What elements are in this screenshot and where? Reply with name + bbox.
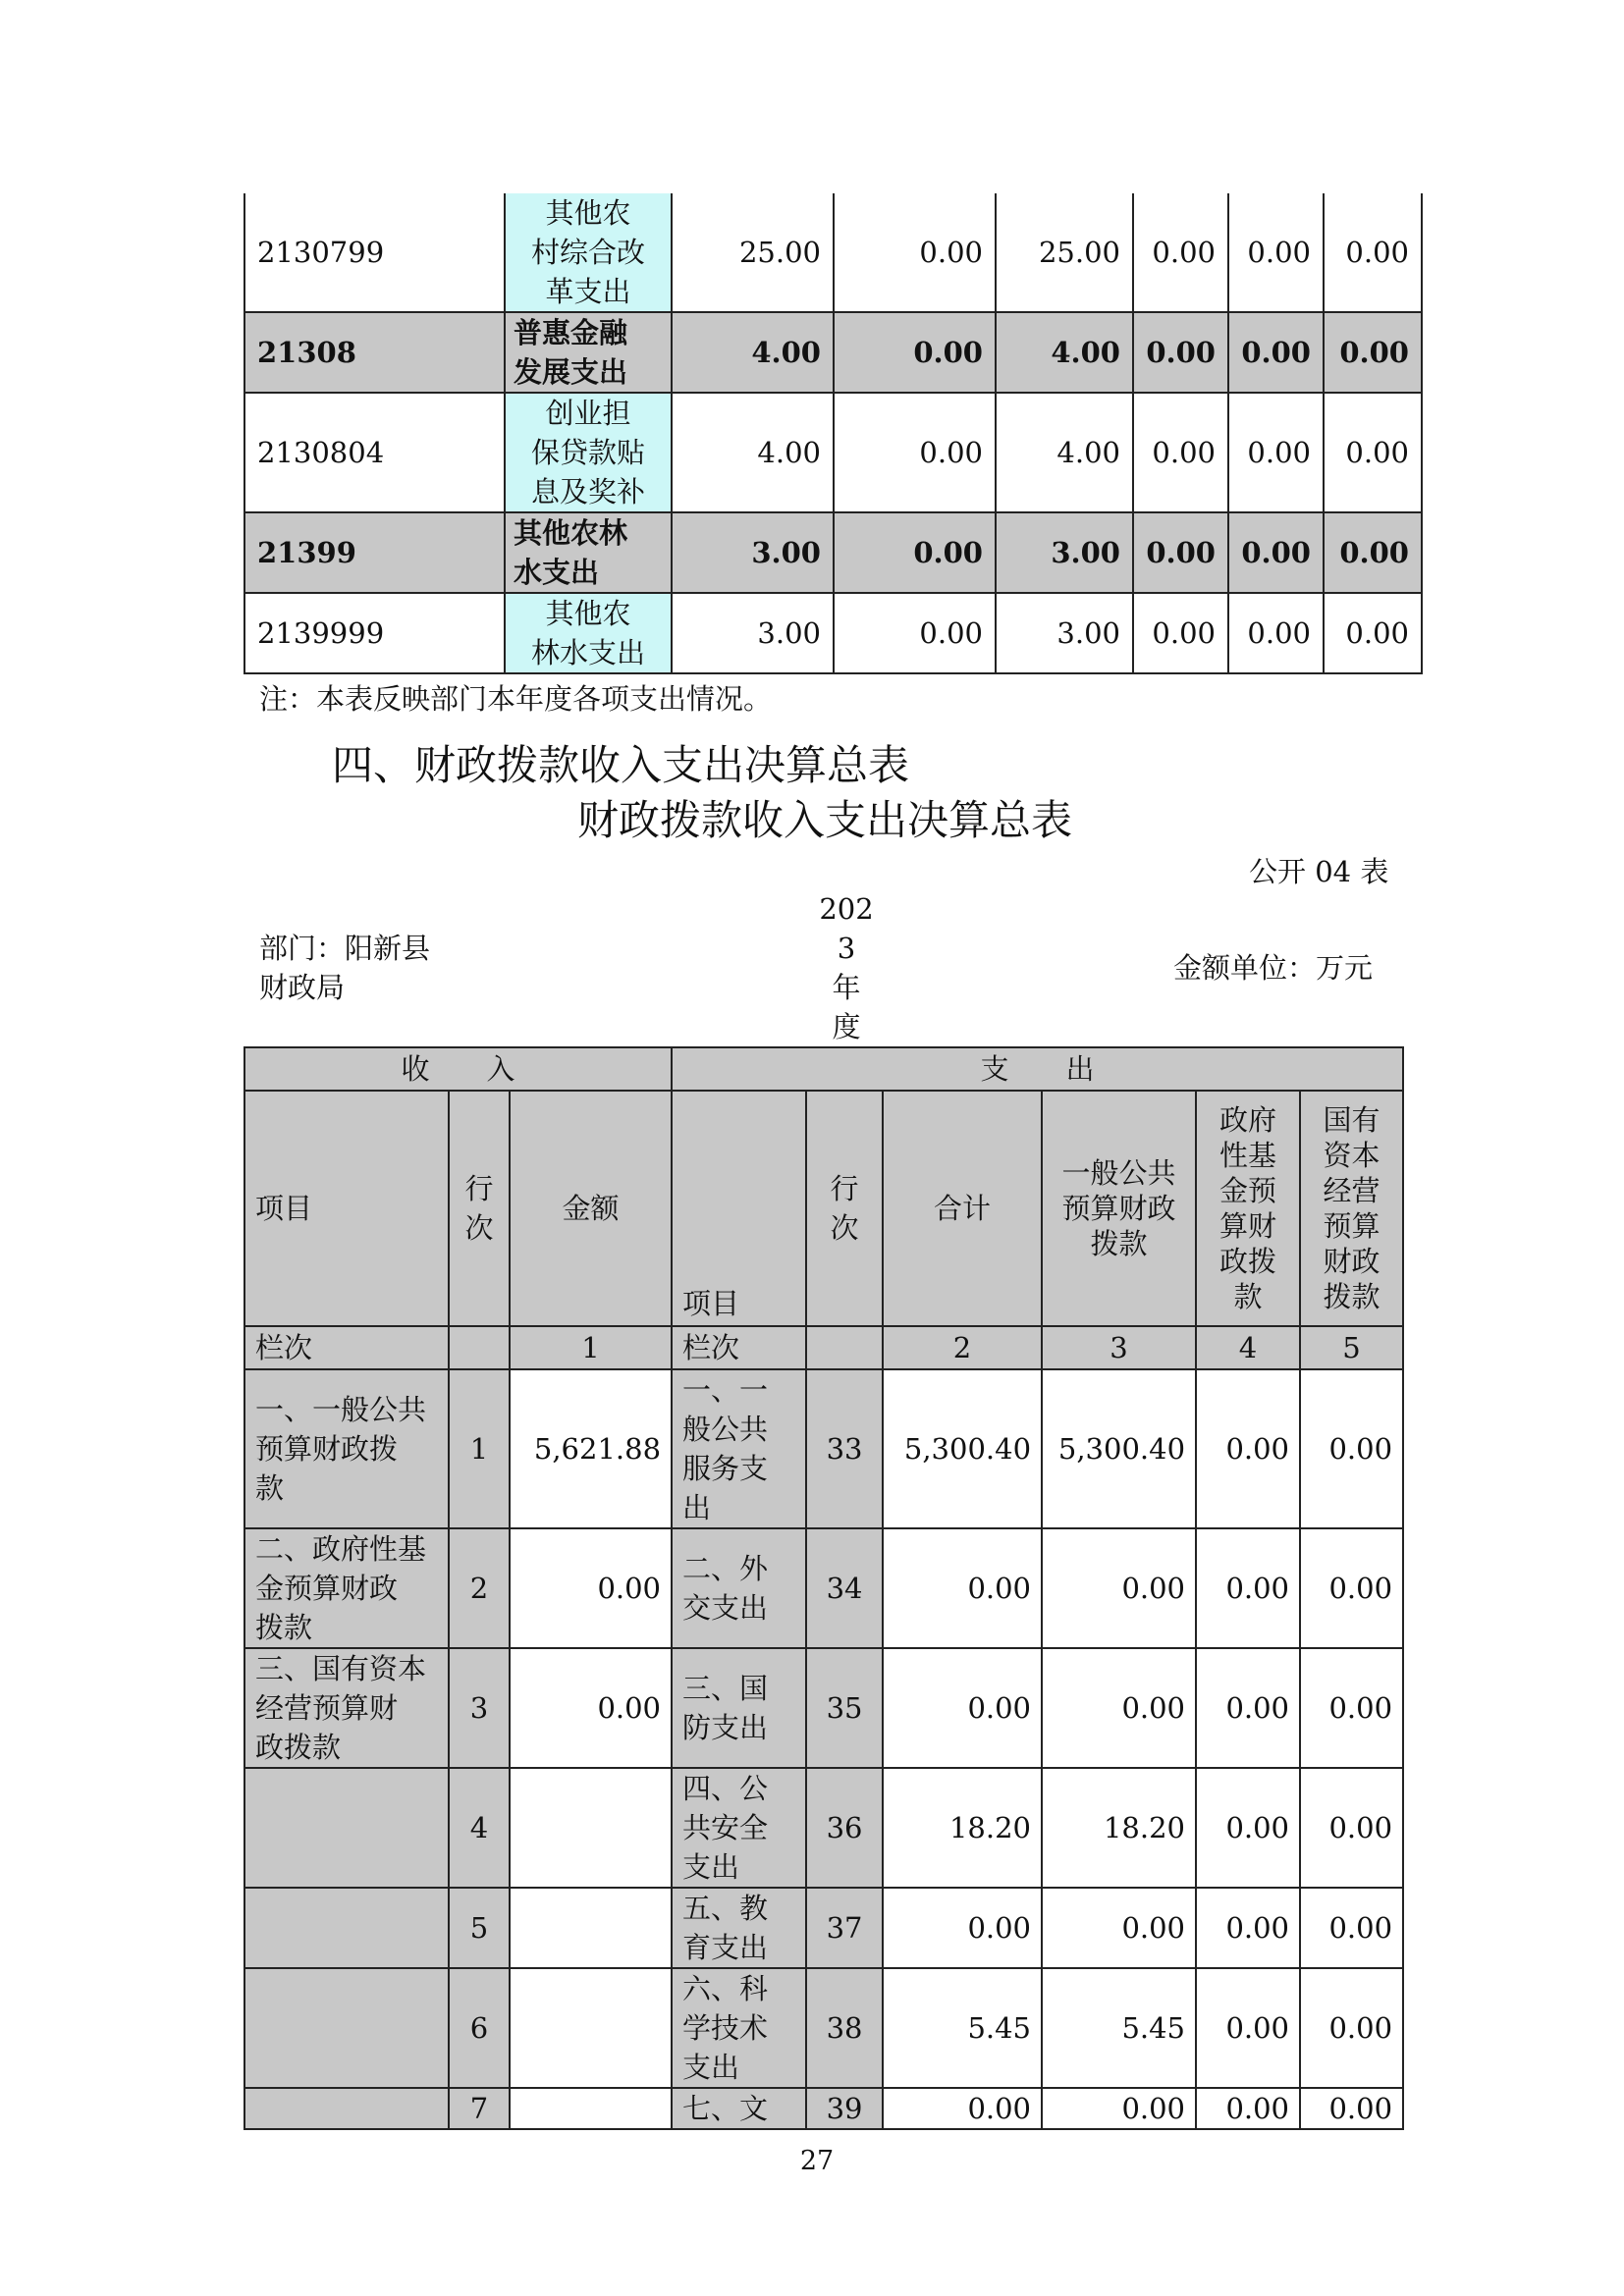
text-line: 一、一 — [682, 1373, 769, 1407]
income-amount — [510, 1968, 672, 2088]
row-c5: 0.00 — [1228, 193, 1324, 312]
table-row — [244, 1528, 1403, 1648]
text-line: 拨款 — [1090, 1227, 1148, 1260]
income-amount — [510, 1768, 672, 1888]
unit-label: 金额单位：万元 — [1173, 951, 1374, 985]
text-line: 一、一般公共 — [255, 1393, 427, 1426]
col-state — [1300, 1091, 1403, 1326]
table-title: 财政拨款收入支出决算总表 — [577, 796, 1073, 844]
text-line: 四、公 — [682, 1772, 769, 1805]
text-line: 政拨 — [1219, 1245, 1277, 1278]
row-name — [505, 512, 672, 593]
table-row — [244, 593, 1422, 673]
expense-item — [672, 1968, 806, 2088]
row-c2: 0.00 — [834, 593, 996, 673]
text-line: 三、国有资本 — [255, 1652, 427, 1685]
expense-state: 0.00 — [1300, 1888, 1403, 1968]
col-item: 项目 — [244, 1091, 449, 1326]
text-line: 政府 — [1219, 1103, 1277, 1137]
income-item — [244, 1528, 449, 1648]
expense-general: 0.00 — [1042, 1528, 1196, 1648]
expense-gov-fund: 0.00 — [1196, 1369, 1300, 1528]
expense-general: 5.45 — [1042, 1968, 1196, 2088]
text-line: 经营预算财 — [255, 1691, 399, 1725]
text-line: 学技术 — [682, 2011, 769, 2045]
income-item — [244, 1768, 449, 1888]
text-line: 财政 — [1323, 1245, 1380, 1278]
row-c6: 0.00 — [1324, 312, 1422, 393]
col-exp-row-text: 行次 — [830, 1172, 859, 1245]
expense-state: 0.00 — [1300, 1768, 1403, 1888]
row-c2: 0.00 — [834, 512, 996, 593]
expense-total: 5.45 — [883, 1968, 1042, 2088]
income-amount: 5,621.88 — [510, 1369, 672, 1528]
col-gov-fund — [1196, 1091, 1300, 1326]
row-c3: 3.00 — [996, 593, 1133, 673]
expense-row-no: 38 — [806, 1968, 883, 2088]
expense-total: 0.00 — [883, 2088, 1042, 2129]
expense-row-no: 35 — [806, 1648, 883, 1768]
row-c1: 3.00 — [672, 512, 834, 593]
text-line: 预算 — [1323, 1209, 1380, 1243]
row-c1: 3.00 — [672, 593, 834, 673]
row-code: 2130804 — [244, 393, 505, 512]
expense-general: 0.00 — [1042, 1648, 1196, 1768]
text-line: 3 — [837, 932, 856, 965]
fiscal-appropriation-table — [244, 1046, 1404, 2130]
expense-item — [672, 1648, 806, 1768]
row-c4: 0.00 — [1133, 512, 1228, 593]
row-c4: 0.00 — [1133, 393, 1228, 512]
text-line: 防支出 — [682, 1711, 769, 1744]
expense-total: 0.00 — [883, 1648, 1042, 1768]
income-amount — [510, 2088, 672, 2129]
row-c5: 0.00 — [1228, 593, 1324, 673]
income-row-no: 3 — [449, 1648, 510, 1768]
seq-3: 3 — [1042, 1326, 1196, 1369]
row-c2: 0.00 — [834, 393, 996, 512]
header-row-sections — [244, 1047, 1403, 1091]
expense-general: 0.00 — [1042, 2088, 1196, 2129]
text-line: 资本 — [1323, 1139, 1380, 1172]
text-line: 政拨款 — [255, 1731, 342, 1764]
row-code: 21308 — [244, 312, 505, 393]
col-row — [449, 1091, 510, 1326]
row-name — [505, 312, 672, 393]
expense-header: 支 出 — [672, 1047, 1403, 1091]
row-c4: 0.00 — [1133, 193, 1228, 312]
row-c2: 0.00 — [834, 312, 996, 393]
text-line: 拨款 — [1323, 1280, 1380, 1313]
income-row-no: 6 — [449, 1968, 510, 2088]
income-header: 收 入 — [244, 1047, 672, 1091]
expense-item — [672, 2088, 806, 2129]
income-row-no: 4 — [449, 1768, 510, 1888]
table-row — [244, 193, 1422, 312]
expense-gov-fund: 0.00 — [1196, 1648, 1300, 1768]
expense-row-no: 39 — [806, 2088, 883, 2129]
text-line: 其他农 — [545, 597, 631, 630]
income-row-no: 1 — [449, 1369, 510, 1528]
text-line: 预算财政拨 — [255, 1432, 399, 1466]
text-line: 二、外 — [682, 1552, 769, 1585]
row-c5: 0.00 — [1228, 512, 1324, 593]
table-row — [244, 1648, 1403, 1768]
expense-row-no: 37 — [806, 1888, 883, 1968]
table-row — [244, 1369, 1403, 1528]
income-item — [244, 1968, 449, 2088]
text-line: 其他农林 — [514, 516, 628, 550]
expense-state: 0.00 — [1300, 1968, 1403, 2088]
expense-state: 0.00 — [1300, 1369, 1403, 1528]
text-line: 六、科 — [682, 1972, 769, 2005]
expense-gov-fund: 0.00 — [1196, 1528, 1300, 1648]
table-row — [244, 1968, 1403, 2088]
income-amount: 0.00 — [510, 1648, 672, 1768]
row-code: 2139999 — [244, 593, 505, 673]
income-item — [244, 1369, 449, 1528]
expense-item — [672, 1888, 806, 1968]
expense-item — [672, 1528, 806, 1648]
expense-row-no: 36 — [806, 1768, 883, 1888]
text-line: 交支出 — [682, 1591, 769, 1625]
text-line: 支出 — [682, 2051, 740, 2084]
seq-5: 5 — [1300, 1326, 1403, 1369]
expense-general: 5,300.40 — [1042, 1369, 1196, 1528]
expense-item — [672, 1369, 806, 1528]
income-item — [244, 1888, 449, 1968]
seq-2: 2 — [883, 1326, 1042, 1369]
col-general — [1042, 1091, 1196, 1326]
table-note: 注：本表反映部门本年度各项支出情况。 — [259, 682, 773, 716]
income-item — [244, 1648, 449, 1768]
text-line: 预算财政 — [1061, 1192, 1176, 1225]
seq-exp-blank — [806, 1326, 883, 1369]
expenditure-detail-table — [244, 193, 1423, 674]
row-c6: 0.00 — [1324, 593, 1422, 673]
seq-blank — [449, 1326, 510, 1369]
table-row — [244, 2088, 1403, 2129]
income-row-no: 7 — [449, 2088, 510, 2129]
expense-general: 18.20 — [1042, 1768, 1196, 1888]
expense-total: 0.00 — [883, 1528, 1042, 1648]
text-line: 支出 — [682, 1850, 740, 1884]
col-exp-row — [806, 1091, 883, 1326]
text-line: 般公共 — [682, 1413, 769, 1446]
text-line: 拨款 — [255, 1611, 313, 1644]
income-row-no: 2 — [449, 1528, 510, 1648]
table-row — [244, 1768, 1403, 1888]
text-line: 其他农 — [545, 196, 631, 230]
expense-state: 0.00 — [1300, 2088, 1403, 2129]
table-row — [244, 1888, 1403, 1968]
text-line: 出 — [682, 1491, 712, 1524]
col-total: 合计 — [883, 1091, 1042, 1326]
row-name — [505, 393, 672, 512]
page-number: 27 — [799, 2146, 835, 2176]
header-row-columns — [244, 1091, 1403, 1326]
expense-gov-fund: 0.00 — [1196, 1768, 1300, 1888]
text-line: 款 — [1233, 1280, 1263, 1313]
expense-item — [672, 1768, 806, 1888]
income-item — [244, 2088, 449, 2129]
expense-total: 0.00 — [883, 1888, 1042, 1968]
text-line: 一般公共 — [1061, 1156, 1176, 1190]
row-c6: 0.00 — [1324, 393, 1422, 512]
text-line: 金预 — [1219, 1174, 1277, 1207]
row-c6: 0.00 — [1324, 512, 1422, 593]
row-c3: 25.00 — [996, 193, 1133, 312]
text-line: 创业担 — [545, 397, 631, 430]
row-name — [505, 193, 672, 312]
seq-4: 4 — [1196, 1326, 1300, 1369]
text-line: 水支出 — [514, 556, 600, 589]
text-line: 性基 — [1219, 1139, 1277, 1172]
row-c1: 25.00 — [672, 193, 834, 312]
seq-exp-label: 栏次 — [672, 1326, 806, 1369]
text-line: 三、国 — [682, 1672, 769, 1705]
table-id: 公开 04 表 — [1249, 855, 1389, 888]
text-line: 算财 — [1219, 1209, 1277, 1243]
col-amount: 金额 — [510, 1091, 672, 1326]
seq-1: 1 — [510, 1326, 672, 1369]
income-row-no: 5 — [449, 1888, 510, 1968]
row-c3: 3.00 — [996, 512, 1133, 593]
text-line: 保贷款贴 — [530, 436, 645, 469]
expense-row-no: 34 — [806, 1528, 883, 1648]
text-line: 五、教 — [682, 1892, 769, 1925]
text-line: 七、文 — [682, 2092, 769, 2125]
dept-label — [259, 929, 430, 1007]
text-line: 共安全 — [682, 1811, 769, 1844]
text-line: 度 — [832, 1010, 861, 1043]
income-amount — [510, 1888, 672, 1968]
text-line: 款 — [255, 1471, 285, 1505]
row-c4: 0.00 — [1133, 593, 1228, 673]
row-c5: 0.00 — [1228, 393, 1324, 512]
table-row — [244, 393, 1422, 512]
table-row — [244, 512, 1422, 593]
row-code: 2130799 — [244, 193, 505, 312]
dept-line-1: 部门：阳新县 — [259, 932, 431, 965]
income-amount: 0.00 — [510, 1528, 672, 1648]
col-exp-item: 项目 — [672, 1091, 806, 1326]
text-line: 年 — [832, 971, 861, 1004]
text-line: 金预算财政 — [255, 1572, 399, 1605]
table-row — [244, 312, 1422, 393]
expense-gov-fund: 0.00 — [1196, 1968, 1300, 2088]
text-line: 普惠金融 — [514, 316, 628, 349]
expense-row-no: 33 — [806, 1369, 883, 1528]
text-line: 服务支 — [682, 1452, 769, 1485]
row-c6: 0.00 — [1324, 193, 1422, 312]
text-line: 二、政府性基 — [255, 1532, 427, 1566]
expense-total: 18.20 — [883, 1768, 1042, 1888]
text-line: 经营 — [1323, 1174, 1380, 1207]
text-line: 林水支出 — [530, 636, 645, 669]
text-line: 发展支出 — [514, 355, 628, 389]
row-c3: 4.00 — [996, 312, 1133, 393]
row-c1: 4.00 — [672, 312, 834, 393]
text-line: 202 — [819, 892, 874, 926]
section-heading: 四、财政拨款收入支出决算总表 — [332, 741, 910, 789]
row-c1: 4.00 — [672, 393, 834, 512]
header-row-sequence — [244, 1326, 1403, 1369]
text-line: 国有 — [1323, 1103, 1380, 1137]
text-line: 村综合改 — [530, 236, 645, 269]
col-row-text: 行次 — [464, 1172, 494, 1245]
row-c5: 0.00 — [1228, 312, 1324, 393]
expense-total: 5,300.40 — [883, 1369, 1042, 1528]
expense-state: 0.00 — [1300, 1648, 1403, 1768]
row-code: 21399 — [244, 512, 505, 593]
expense-general: 0.00 — [1042, 1888, 1196, 1968]
seq-label: 栏次 — [244, 1326, 449, 1369]
row-c3: 4.00 — [996, 393, 1133, 512]
row-c4: 0.00 — [1133, 312, 1228, 393]
expense-gov-fund: 0.00 — [1196, 2088, 1300, 2129]
expense-gov-fund: 0.00 — [1196, 1888, 1300, 1968]
row-c2: 0.00 — [834, 193, 996, 312]
row-name — [505, 593, 672, 673]
dept-line-2: 财政局 — [259, 971, 346, 1004]
year-label — [805, 889, 888, 1046]
text-line: 息及奖补 — [530, 475, 645, 508]
text-line: 育支出 — [682, 1931, 769, 1964]
text-line: 革支出 — [545, 275, 631, 308]
expense-state: 0.00 — [1300, 1528, 1403, 1648]
